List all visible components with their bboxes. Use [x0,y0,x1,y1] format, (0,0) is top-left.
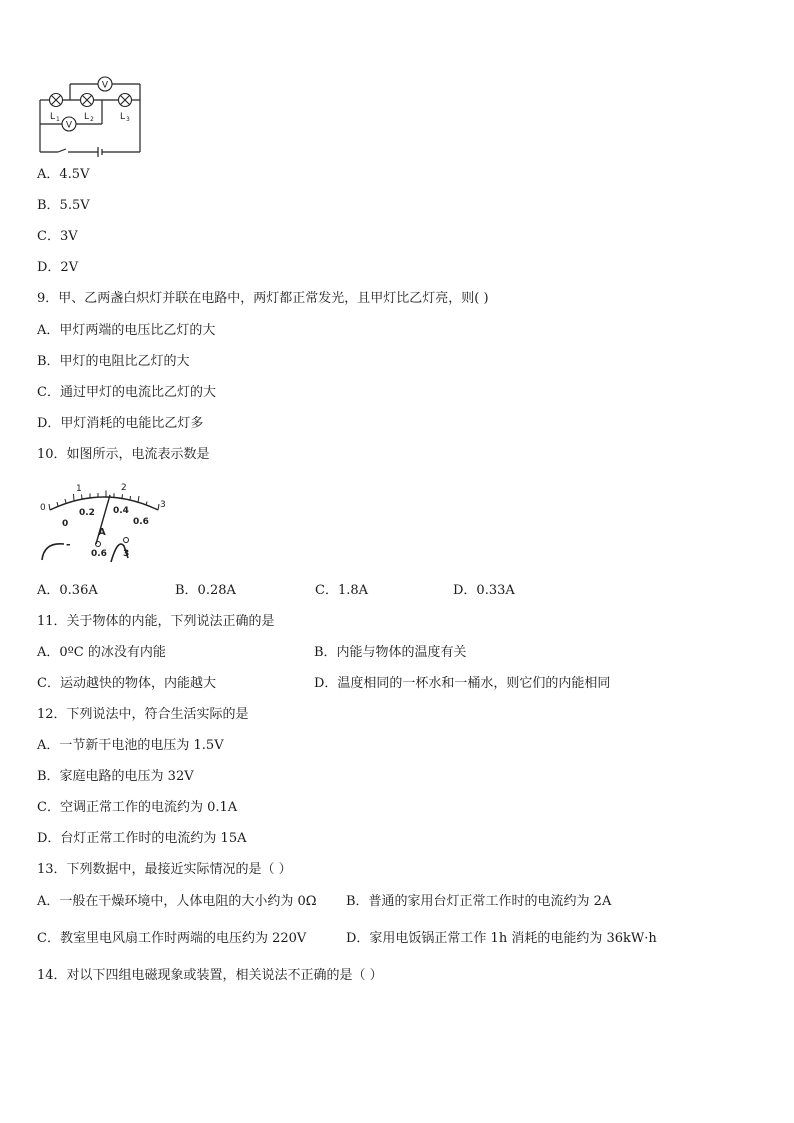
terminal-3-label: 3 [123,549,130,559]
q8-option-c: C．3V [37,229,78,244]
ammeter-diagram [36,478,172,564]
lamp-l1-icon [50,94,63,107]
wire-left [42,544,64,560]
ammeter-ticks [49,491,159,511]
q10-option-d: D．0.33A [453,583,515,598]
lamp-l2-icon [81,94,94,107]
scale-upper-1: 1 [76,484,82,494]
q10-option-a: A．0.36A [37,583,98,598]
q11-option-c: C．运动越快的物体，内能越大 [37,676,216,691]
q9-option-b: B．甲灯的电阻比乙灯的大 [37,354,190,369]
scale-lower-0-2: 0.2 [79,508,95,518]
q11-option-d: D．温度相同的一杯水和一桶水，则它们的内能相同 [314,676,611,691]
q8-option-b: B．5.5V [37,198,90,213]
q13-option-d: D．家用电饭锅正常工作 1h 消耗的电能约为 36kW·h [346,931,657,946]
label-l2: L [84,112,90,122]
q8-option-a: A．4.5V [37,167,90,182]
scale-lower-0-6: 0.6 [133,517,149,527]
voltmeter-bottom-icon [62,117,76,131]
q14-stem: 14．对以下四组电磁现象或装置，相关说法不正确的是（ ） [37,968,383,983]
ammeter-unit-label: A [98,527,106,538]
label-l1: L [50,112,56,122]
scale-lower-0-4: 0.4 [113,506,129,516]
q12-option-a: A．一节新干电池的电压为 1.5V [37,738,224,753]
q13-option-a: A．一般在干燥环境中，人体电阻的大小约为 0Ω [37,894,317,909]
q12-option-b: B．家庭电路的电压为 32V [37,769,194,784]
q12-stem: 12．下列说法中，符合生活实际的是 [37,707,249,722]
q9-stem: 9．甲、乙两盏白炽灯并联在电路中，两灯都正常发光，且甲灯比乙灯亮，则( ) [37,291,489,306]
voltmeter-top-icon [98,77,112,91]
terminal-minus-mark: - [66,538,71,551]
lamp-l3-icon [119,94,132,107]
label-l1-sub: 1 [56,116,60,123]
q10-option-b: B．0.28A [175,583,236,598]
q12-option-c: C．空调正常工作的电流约为 0.1A [37,800,238,815]
q13-stem: 13．下列数据中，最接近实际情况的是（ ） [37,862,292,877]
voltmeter-top-label: V [101,80,109,91]
q10-option-c: C．1.8A [315,583,369,598]
label-l2-sub: 2 [90,116,94,123]
q13-option-b: B．普通的家用台灯正常工作时的电流约为 2A [346,894,612,909]
q12-option-d: D．台灯正常工作时的电流约为 15A [37,831,247,846]
q11-stem: 11．关于物体的内能，下列说法正确的是 [37,614,275,629]
circuit-diagram [36,72,146,158]
label-l3: L [120,112,126,122]
scale-upper-0: 0 [40,503,46,513]
label-l3-sub: 3 [126,116,130,123]
q13-option-c: C．教室里电风扇工作时两端的电压约为 220V [37,931,307,946]
q10-stem: 10．如图所示，电流表示数是 [37,447,210,462]
voltmeter-bottom-label: V [65,120,73,131]
terminal-0-6-label: 0.6 [91,549,107,559]
q11-option-b: B．内能与物体的温度有关 [314,645,467,660]
scale-upper-3: 3 [160,500,166,510]
q9-option-c: C．通过甲灯的电流比乙灯的大 [37,385,216,400]
q8-option-d: D．2V [37,260,79,275]
scale-upper-2: 2 [121,483,127,493]
q9-option-d: D．甲灯消耗的电能比乙灯多 [37,416,204,431]
terminal-3-icon [124,538,129,543]
scale-lower-0: 0 [62,519,69,529]
q11-option-a: A．0ºC 的冰没有内能 [37,645,166,660]
q9-option-a: A．甲灯两端的电压比乙灯的大 [37,323,216,338]
